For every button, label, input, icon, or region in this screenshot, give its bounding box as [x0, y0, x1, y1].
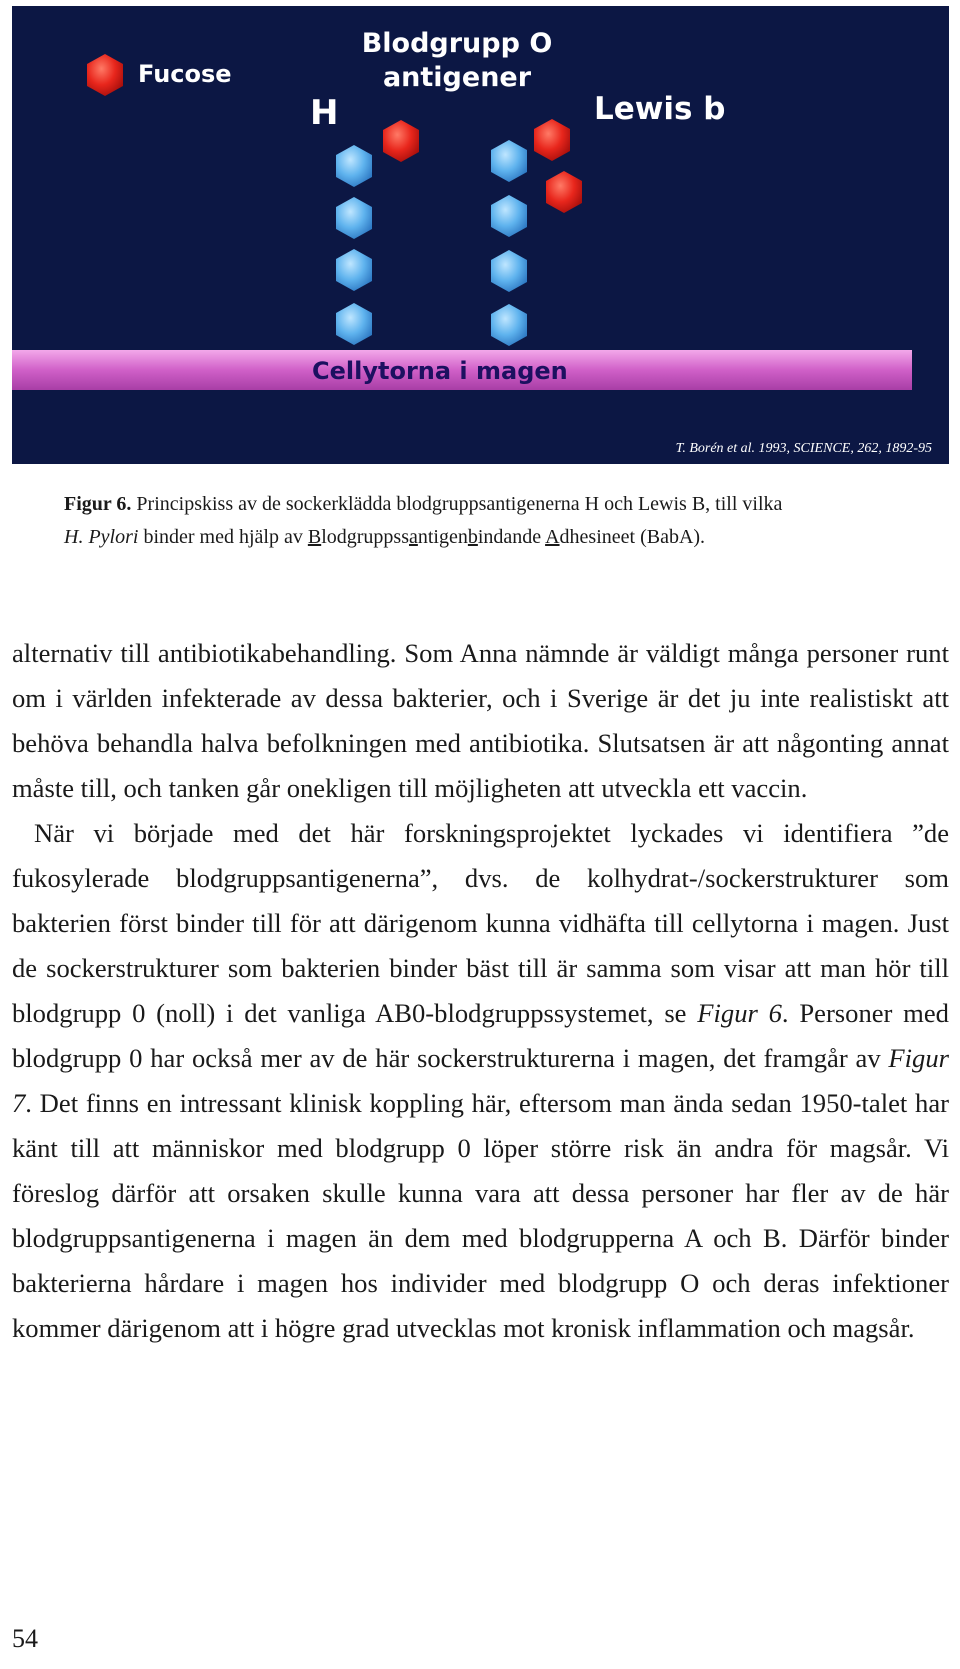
figure-6-diagram: [12, 6, 949, 464]
paragraph-2-text: När vi började med det här forskningsprojektet lyckades vi identifiera ”de fukosylerade blodgruppsantigenerna”, dvs. de kolhydrat-/sockerstrukturer som bakterien först binder till för att därigenom kunna vidhäfta till cellytorna i magen. Just de sockerstrukturer som bakterien binder bäst till är samma som visar att man hör till blodgrupp 0 (noll) i det vanliga AB0-blodgruppssystemet, se: [12, 818, 949, 1028]
figure-citation: T. Borén et al. 1993, SCIENCE, 262, 1892-95: [675, 441, 932, 456]
acronym-letter: A: [545, 526, 560, 548]
paragraph-2-text: . Personer med blodgrupp 0 har också mer av de här sockerstrukturerna i magen, det framgår av: [12, 998, 949, 1073]
figure-7-reference: Figur 7: [12, 1043, 949, 1118]
paragraph-2-text: . Det finns en intressant klinisk koppling här, eftersom man ända sedan 1950-talet har känt till att människor med blodgrupp 0 löper större risk än andra för magsår. Vi föreslog därför att orsaken skulle kunna vara att dessa personer har fler av de här blodgruppsantigenerna i magen än dem med blodgrupperna A och B. Därför binder bakterierna hårdare i magen hos individer med blodgrupp O och deras infektioner kommer därigenom att i högre grad utvecklas mot kronisk inflammation och magsår.: [12, 1088, 949, 1343]
membrane-label: Cellytorna i magen: [312, 357, 568, 385]
paragraph-1: alternativ till antibiotikabehandling. Som Anna nämnde är väldigt många personer runt om i världen infekterade av dessa bakterier, och i Sverige är det ju inte realistiskt att behöva behandla halva befolkningen med antibiotika. Slutsatsen är att någonting annat måste till, och tanken går onekligen till möjligheten att utveckla ett vaccin.: [12, 638, 949, 803]
caption-word: ntigen: [417, 526, 468, 548]
antigen-diagram: [12, 6, 949, 464]
caption-word: lodgruppss: [321, 526, 409, 548]
caption-word: indande: [477, 526, 546, 548]
paragraph-2: [12, 811, 949, 1351]
h-antigen-label: H: [310, 93, 339, 133]
diagram-title-line2: antigener: [382, 62, 532, 93]
figure-6-reference: Figur 6: [697, 998, 782, 1028]
caption-species: H. Pylori: [64, 526, 139, 548]
caption-word: dhesineet (BabA).: [559, 526, 706, 548]
caption-text: Principskiss av de sockerklädda blodgruppsantigenerna H och Lewis B, till vilka: [131, 493, 783, 515]
lewis-b-label: Lewis b: [594, 91, 726, 127]
figure-caption: [64, 488, 924, 554]
fucose-label: Fucose: [138, 60, 232, 88]
acronym-letter: b: [467, 526, 478, 548]
acronym-letter: B: [307, 526, 322, 548]
diagram-title-line1: Blodgrupp O: [361, 28, 553, 59]
body-text: [12, 631, 949, 1351]
acronym-letter: a: [408, 526, 418, 548]
page-number: 54: [12, 1624, 38, 1653]
caption-text-2: binder med hjälp av: [138, 526, 308, 548]
caption-label: Figur 6.: [64, 493, 132, 515]
